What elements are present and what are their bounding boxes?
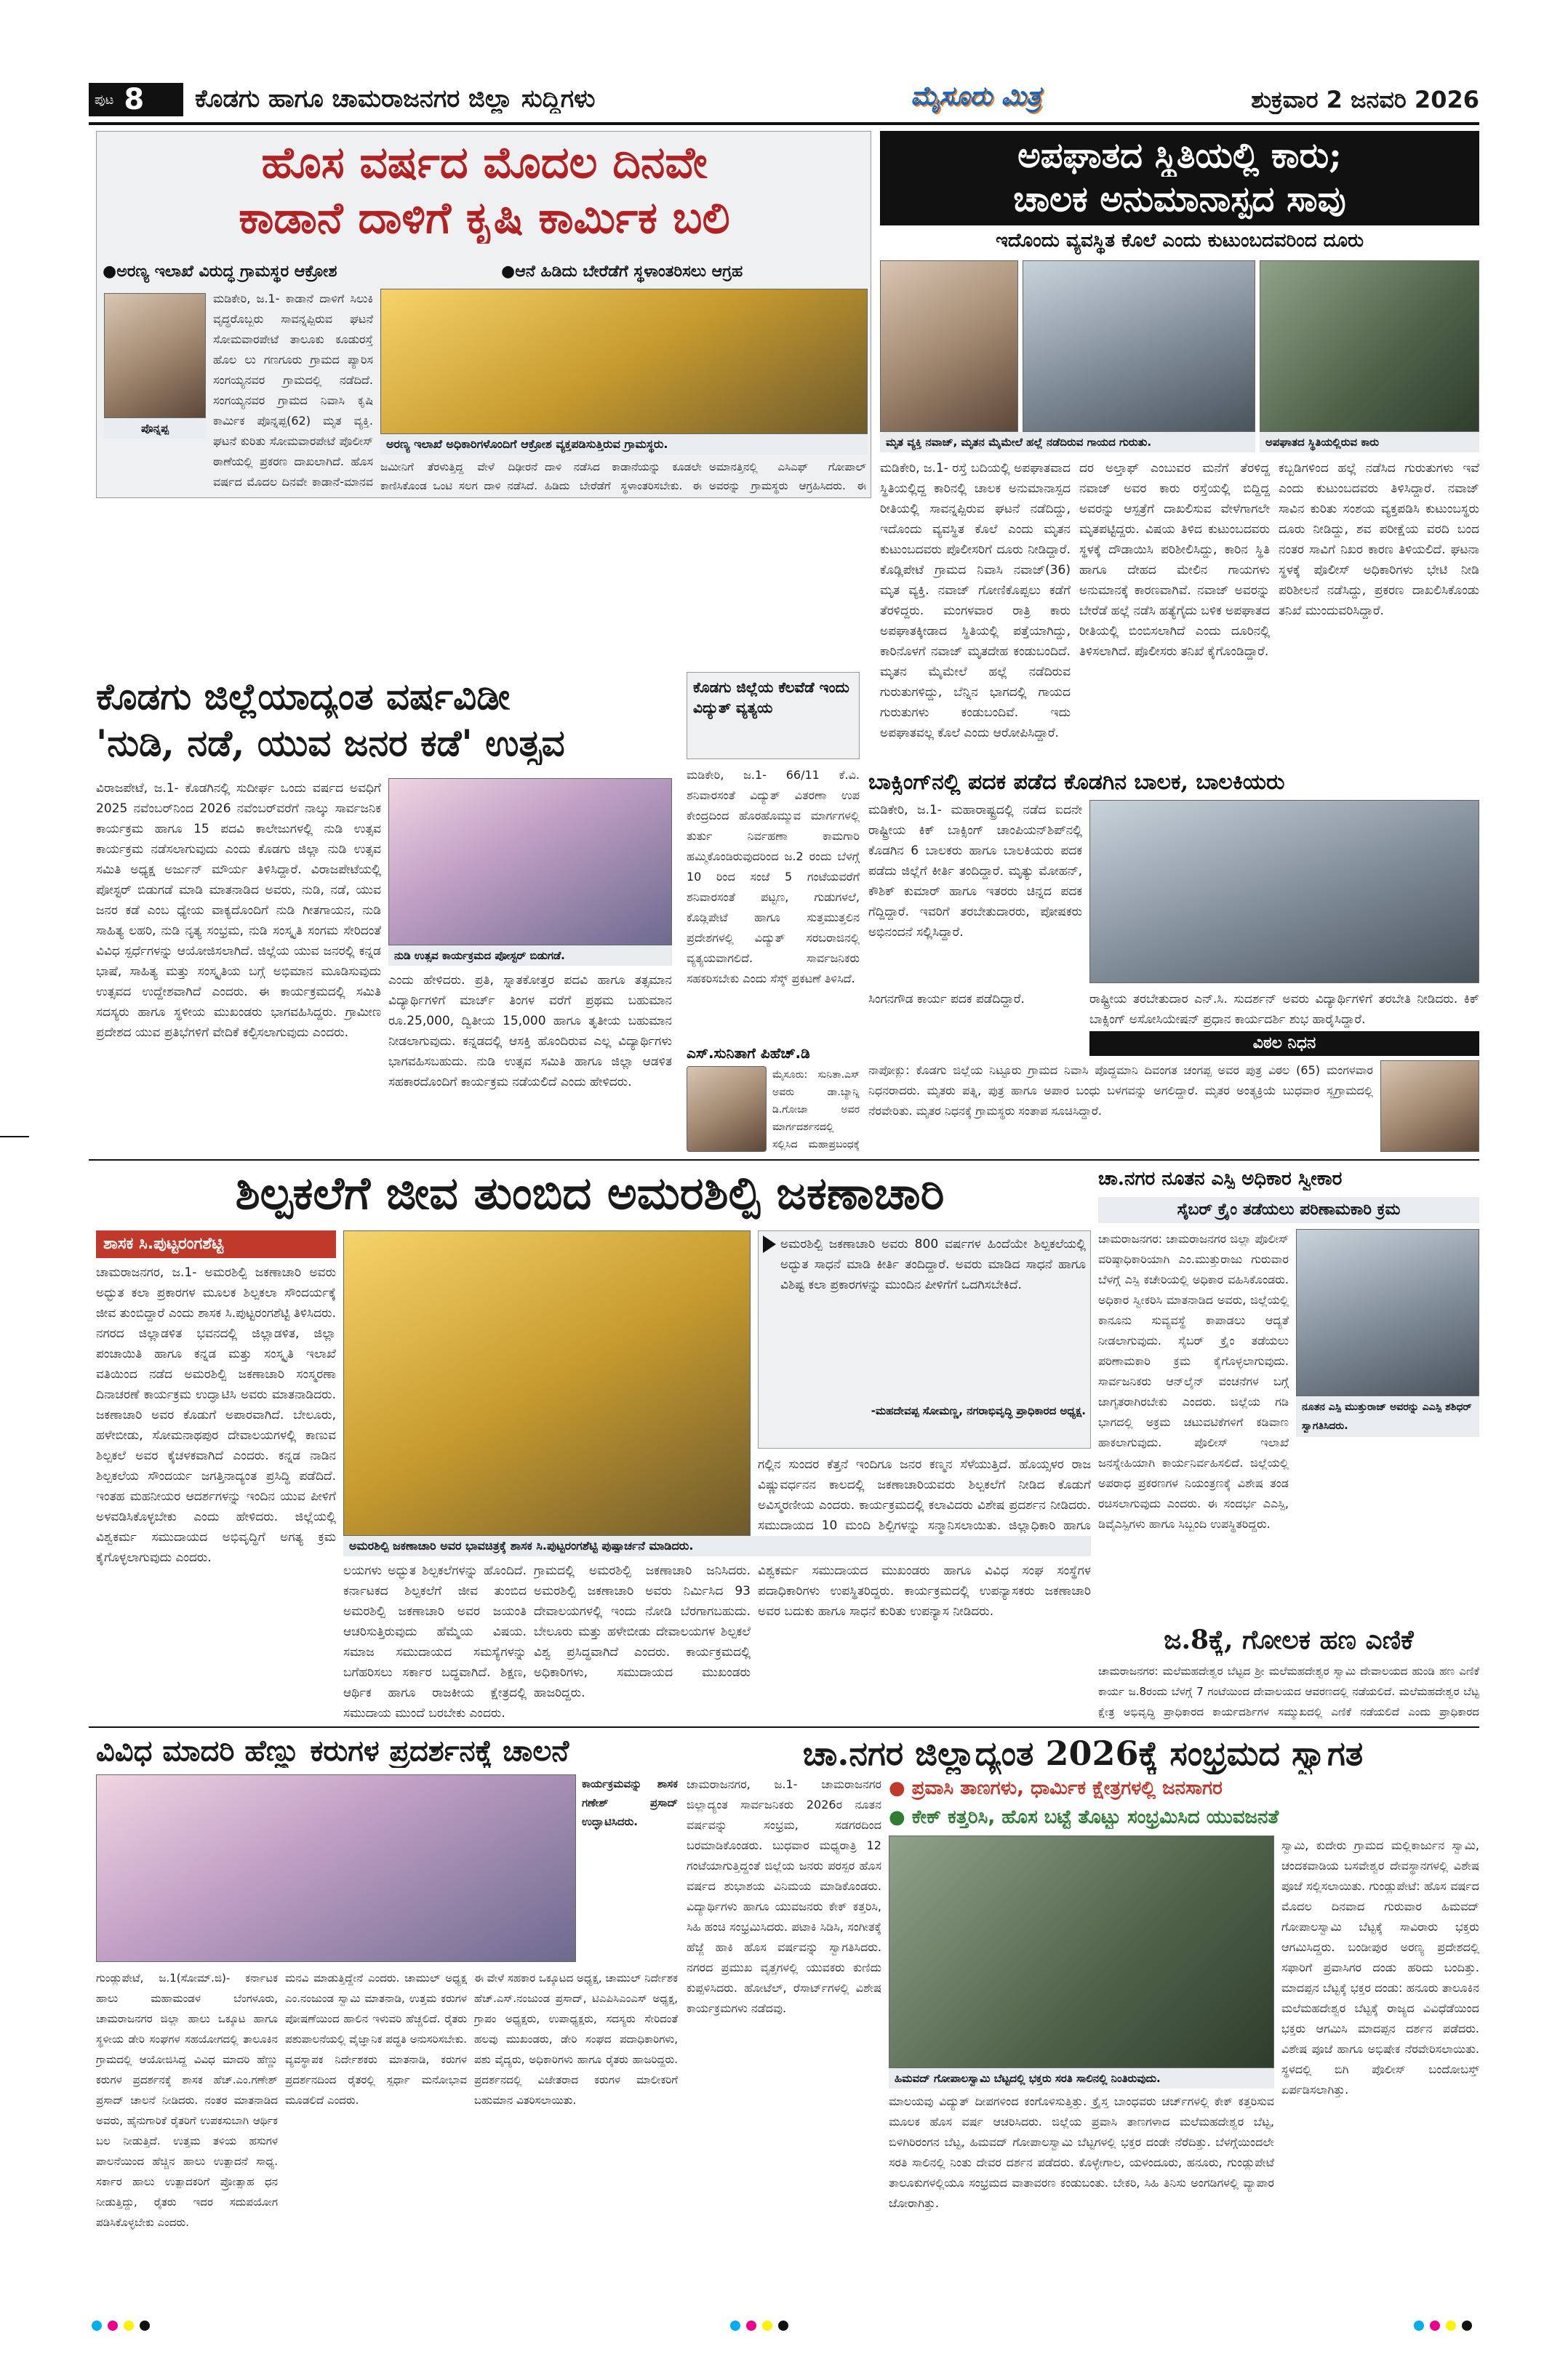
register-dot bbox=[1446, 2321, 1456, 2331]
portrait-caption: ಪೊನ್ನಪ್ಪ bbox=[104, 418, 206, 439]
new-year-subhead-2: ● ಕೇಕ್ ಕತ್ತರಿಸಿ, ಹೊಸ ಬಟ್ಟೆ ತೊಟ್ಟು ಸಂಭ್ರಮಿಸಿದ ಯುವಜನತೆ bbox=[889, 1806, 1279, 1828]
story-text-col2: ಜಮೀನಿಗೆ ತೆರಳುತ್ತಿದ್ದ ವೇಳೆ ದಿಢೀರನೆ ಕಾಣಿಸಿಕೊಂಡ ಒಂಟಿ ಸಲಗ ದಾಳಿ ನಡೆಸಿದೆ. bbox=[380, 460, 537, 492]
boxing-caption: ಸಿಂಗನಗೌಡ ಕಾರ್ಯ ಪದಕ ಪಡೆದಿದ್ದಾರೆ. bbox=[868, 992, 1025, 1006]
sp-text: ಚಾಮರಾಜನಗರ: ಚಾಮರಾಜನಗರ ಜಿಲ್ಲಾ ಪೊಲೀಸ್ ವರಿಷ್ಠಾಧಿಕಾರಿಯಾಗಿ ಎಂ.ಮುತ್ತುರಾಜು ಗುರುವಾರ ಬೆಳಗ್ಗೆ ಎಸ್ಪಿ ಕಚೇರಿಯಲ್ಲಿ ಅಧಿಕಾರ ವಹಿಸಿಕೊಂಡರು. ಅಧಿಕಾರ ಸ್ವೀಕರಿಸಿ ಮಾತನಾಡಿದ ಅವರು, ಜಿಲ್ಲೆಯಲ್ಲಿ ಕಾನೂನು ಸುವ್ಯವಸ್ಥೆ ಕಾಪಾಡಲು ಆದ್ಯತೆ ನೀಡಲಾಗುವುದು. ಸೈಬರ್ ಕ್ರೈಂ ತಡೆಯಲು ಪರಿಣಾಮಕಾರಿ ಕ್ರಮ ಕೈಗೊಳ್ಳಲಾಗುವುದು. ಸಾರ್ವಜನಿಕರು ಆನ್‌ಲೈನ್ ವಂಚನೆಗಳ ಬಗ್ಗೆ ಜಾಗೃತರಾಗಿರಬೇಕು ಎಂದರು. ಜಿಲ್ಲೆಯ ಗಡಿ ಭಾಗದಲ್ಲಿ ಅಕ್ರಮ ಚಟುವಟಿಕೆಗಳಿಗೆ ಕಡಿವಾಣ ಹಾಕಲಾಗುವುದು. ಪೊಲೀಸ್ ಇಲಾಖೆ ಜನಸ್ನೇಹಿಯಾಗಿ ಕಾರ್ಯನಿರ್ವಹಿಸಲಿದೆ. ಜಿಲ್ಲೆಯಲ್ಲಿ ಅಪರಾಧ ಪ್ರಕರಣಗಳ ನಿಯಂತ್ರಣಕ್ಕೆ ವಿಶೇಷ ತಂಡ ರಚಿಸಲಾಗುವುದು ಎಂದರು. ಈ ಸಂದರ್ಭ ಎಎಸ್ಪಿ, ಡಿವೈಎಸ್ಪಿಗಳು ಹಾಗೂ ಸಿಬ್ಬಂದಿ ಉಪಸ್ಥಿತರಿದ್ದರು. bbox=[1098, 1232, 1289, 1531]
masthead-rule bbox=[89, 122, 1479, 125]
margin-tick bbox=[0, 1136, 29, 1137]
story-text-col1: ಮಡಿಕೇರಿ, ಜ.1- ಕಾಡಾನೆ ದಾಳಿಗೆ ಸಿಲುಕಿ ವೃದ್ಧರೊಬ್ಬರು ಸಾವನ್ನಪ್ಪಿರುವ ಘಟನೆ ಸೋಮವಾರಪೇಟೆ ತಾಲೂಕು ಕೂಡುರಸ್ತೆ ಹೊಲ ಲು ಗಣಗೂರು ಗ್ರಾಮದ ಪ್ಯಾರಿಸ ಸಂಗಯ್ಯನವರ ಗ್ರಾಮದಲ್ಲಿ ನಡೆದಿದೆ. ಸಂಗಯ್ಯನವರ ಗ್ರಾಮದ ನಿವಾಸಿ ಕೃಷಿ ಕಾರ್ಮಿಕ ಪೊನ್ನಪ್ಪ(62) ಮೃತ ವ್ಯಕ್ತಿ. ಘಟನೆ ಕುರಿತು ಸೋಮವಾರಪೇಟೆ ಪೊಲೀಸ್ ಠಾಣೆಯಲ್ಲಿ ಪ್ರಕರಣ ದಾಖಲಾಗಿದೆ. ಹೊಸ ವರ್ಷದ ಮೊದಲ ದಿನವೇ ಕಾಡಾನೆ-ಮಾನವ bbox=[213, 292, 373, 489]
register-dot bbox=[1462, 2321, 1472, 2331]
register-dot bbox=[124, 2321, 134, 2331]
hundi-text: ಚಾಮರಾಜನಗರ: ಮಲೆಮಹದೇಶ್ವರ ಬೆಟ್ಟದ ಶ್ರೀ ಮಲೆಮಹದೇಶ್ವರ ಸ್ವಾಮಿ ದೇವಾಲಯದ ಹುಂಡಿ ಹಣ ಎಣಿಕೆ ಕಾರ್ಯ ಜ.8ರಂದು ಬೆಳಗ್ಗೆ 7 ಗಂಟೆಯಿಂದ ದೇವಾಲಯದ ಆವರಣದಲ್ಲಿ ನಡೆಯಲಿದೆ. ಮಲೆಮಹದೇಶ್ವರ ಬೆಟ್ಟ ಕ್ಷೇತ್ರ ಅಭಿವೃದ್ಧಿ ಪ್ರಾಧಿಕಾರದ ಕಾರ್ಯದರ್ಶಿಗಳ ಸಮ್ಮುಖದಲ್ಲಿ ಎಣಿಕೆ ನಡೆಯಲಿದೆ ಎಂದು ಪ್ರಾಧಿಕಾರದ bbox=[1098, 1665, 1479, 1718]
new-year-text-col1: ಚಾಮರಾಜನಗರ, ಜ.1- ಚಾಮರಾಜನಗರ ಜಿಲ್ಲಾದ್ಯಂತ ಸಾರ್ವಜನಿಕರು 2026ರ ನೂತನ ವರ್ಷವನ್ನು ಸಂಭ್ರಮ, ಸಡಗರದಿಂದ ಬರಮಾಡಿಕೊಂಡರು. ಬುಧವಾರ ಮಧ್ಯರಾತ್ರಿ 12 ಗಂಟೆಯಾಗುತ್ತಿದ್ದಂತೆ ಜಿಲ್ಲೆಯ ಜನರು ಪರಸ್ಪರ ಹೊಸ ವರ್ಷದ ಶುಭಾಶಯ ವಿನಿಮಯ ಮಾಡಿಕೊಂಡರು. ವಿದ್ಯಾರ್ಥಿಗಳು ಹಾಗೂ ಯುವಜನರು ಕೇಕ್ ಕತ್ತರಿಸಿ, ಸಿಹಿ ಹಂಚಿ ಸಂಭ್ರಮಿಸಿದರು. ಪಟಾಕಿ ಸಿಡಿಸಿ, ಸಂಗೀತಕ್ಕೆ ಹೆಜ್ಜೆ ಹಾಕಿ ಹೊಸ ವರ್ಷವನ್ನು ಸ್ವಾಗತಿಸಿದರು. ನಗರದ ಪ್ರಮುಖ ವೃತ್ತಗಳಲ್ಲಿ ಯುವಕರು ಕುಣಿದು ಕುಪ್ಪಳಿಸಿದರು. ಹೋಟೆಲ್, ರೆಸಾರ್ಟ್‌ಗಳಲ್ಲಿ ವಿಶೇಷ ಕಾರ್ಯಕ್ರಮಗಳು ನಡೆದವು. bbox=[687, 1777, 881, 2015]
car-photo bbox=[1260, 260, 1479, 432]
nudi-text-col1: ವಿರಾಜಪೇಟೆ, ಜ.1- ಕೊಡಗಿನಲ್ಲಿ ಸುದೀರ್ಘ ಒಂದು ವರ್ಷದ ಅವಧಿಗೆ 2025 ನವೆಂಬರ್‌ನಿಂದ 2026 ನವೆಂಬರ್‌ವರೆಗೆ ನಾಲ್ಕು ಸಾರ್ವಜನಿಕ ಕಾರ್ಯಕ್ರಮ ಹಾಗೂ 15 ಪದವಿ ಕಾಲೇಜುಗಳಲ್ಲಿ ನುಡಿ ಉತ್ಸವ ಕಾರ್ಯಕ್ರಮ ನಡೆಸಲಾಗುವುದು ಎಂದು ಕೊಡಗು ಜಿಲ್ಲಾ ನುಡಿ ಉತ್ಸವ ಸಮಿತಿ ಅಧ್ಯಕ್ಷ ಅರ್ಜುನ್ ಮೌರ್ಯ ತಿಳಿಸಿದ್ದಾರೆ. ವಿರಾಜಪೇಟೆಯಲ್ಲಿ ಪೋಸ್ಟರ್ ಬಿಡುಗಡೆ ಮಾಡಿ ಮಾತನಾಡಿದ ಅವರು, ನುಡಿ, ನಡೆ, ಯುವ ಜನರ ಕಡೆ ಎಂಬ ಧ್ಯೇಯ ವಾಕ್ಯದೊಂದಿಗೆ ನುಡಿ ಗೀತಗಾಯನ, ನುಡಿ ಸಾಹಿತ್ಯ ಲಹರಿ, ನುಡಿ ನೃತ್ಯ ಸಂಭ್ರಮ, ನುಡಿ ಸಂಸ್ಕೃತಿ ಸಂಗಮ ಸೇರಿದಂತೆ ವಿವಿಧ ಸ್ಪರ್ಧೆಗಳನ್ನು ಆಯೋಜಿಸಲಾಗಿದೆ. ಜಿಲ್ಲೆಯ ಯುವ ಜನರಲ್ಲಿ ಕನ್ನಡ ಭಾಷೆ, ಸಾಹಿತ್ಯ ಮತ್ತು ಸಂಸ್ಕೃತಿಯ ಬಗ್ಗೆ ಅಭಿಮಾನ ಮೂಡಿಸುವುದು ಉತ್ಸವದ ಉದ್ದೇಶವಾಗಿದೆ ಎಂದರು. ಈ ಕಾರ್ಯಕ್ರಮದಲ್ಲಿ ಸಮಿತಿ ಸದಸ್ಯರು ಹಾಗೂ ಸ್ಥಳೀಯ ಮುಖಂಡರು ಭಾಗವಹಿಸಿದ್ದರು. ಗ್ರಾಮೀಣ ಪ್ರದೇಶದ ಯುವ ಪ್ರತಿಭೆಗಳಿಗೆ ವೇದಿಕೆ ಕಲ್ಪಿಸಲಾಗುವುದು ಎಂದರು. bbox=[96, 781, 381, 1040]
quote-box bbox=[758, 1230, 1091, 1449]
register-dot bbox=[1414, 2321, 1424, 2331]
page-tag bbox=[89, 83, 183, 116]
jakanachari-text-col3: ಗ್ರಾಮದಲ್ಲಿ ಅಮರಶಿಲ್ಪಿ ಜಕಣಾಚಾರಿ ಜನಿಸಿದರು. ಅಮರಶಿಲ್ಪಿ ಜಕಣಾಚಾರಿ ಅವರು ನಿರ್ಮಿಸಿದ 93 ದೇವಾಲಯಗಳಲ್ಲಿ ಇಂದು ನೋಡಿ ಬೆರಗಾಗಬಹುದು. ಬೇಲೂರು ಮತ್ತು ಹಳೇಬೀಡು ದೇವಾಲಯಗಳ ಶಿಲ್ಪಕಲೆ ವಿಶ್ವ ಪ್ರಸಿದ್ಧವಾಗಿದೆ ಎಂದರು. ಕಾರ್ಯಕ್ರಮದಲ್ಲಿ ಅಧಿಕಾರಿಗಳು, ಸಮುದಾಯದ ಮುಖಂಡರು ಹಾಜರಿದ್ದರು. bbox=[534, 1564, 751, 1700]
boxing-title: ಬಾಕ್ಸಿಂಗ್‌ನಲ್ಲಿ ಪದಕ ಪಡೆದ ಕೊಡಗಿನ ಬಾಲಕ, ಬಾಲಕಿಯರು bbox=[868, 769, 1285, 795]
subhead: ಇದೊಂದು ವ್ಯವಸ್ಥಿತ ಕೊಲೆ ಎಂದು ಕುಟುಂಬದವರಿಂದ ದೂರು bbox=[995, 230, 1364, 252]
nudi-photo-caption: ನುಡಿ ಉತ್ಸವ ಕಾರ್ಯಕ್ರಮದ ಪೋಸ್ಟರ್ ಬಿಡುಗಡೆ. bbox=[388, 945, 672, 966]
calf-show-text-col3: ಈ ವೇಳೆ ಸಹಕಾರ ಒಕ್ಕೂಟದ ಅಧ್ಯಕ್ಷ, ಚಾಮುಲ್ ನಿರ್ದೇಶಕ ಹೆಚ್.ಎಸ್.ನಂಜುಂಡ ಪ್ರಸಾದ್, ಟಿಎಪಿಸಿಎಂಎಸ್ ಅಧ್ಯಕ್ಷ, ಗ್ರಾಪಂ ಅಧ್ಯಕ್ಷರು, ಉಪಾಧ್ಯಕ್ಷರು, ಸದಸ್ಯರು ಸೇರಿದಂತೆ ಹಲವು ಮುಖಂಡರು, ಡೇರಿ ಸಂಘದ ಪದಾಧಿಕಾರಿಗಳು, ಪಶು ವೈದ್ಯರು, ಅಧಿಕಾರಿಗಳು ಹಾಗೂ ರೈತರು ಹಾಜರಿದ್ದರು. ಪ್ರದರ್ಶನದಲ್ಲಿ ವಿಜೇತರಾದ ಕರುಗಳ ಮಾಲೀಕರಿಗೆ ಬಹುಮಾನ ವಿತರಿಸಲಾಯಿತು. bbox=[474, 1971, 678, 2107]
section-title: ಕೊಡಗು ಹಾಗೂ ಚಾಮರಾಜನಗರ ಜಿಲ್ಲಾ ಸುದ್ದಿಗಳು bbox=[195, 84, 596, 113]
jakanachari-photo-caption: ಅಮರಶಿಲ್ಪಿ ಜಕಣಾಚಾರಿ ಅವರ ಭಾವಚಿತ್ರಕ್ಕೆ ಶಾಸಕ ಸಿ.ಪುಟ್ಟರಂಗಶೆಟ್ಟಿ ಪುಷ್ಪಾರ್ಚನೆ ಮಾಡಿದರು. bbox=[343, 1536, 1091, 1556]
boxing-text-col2: ರಾಷ್ಟ್ರೀಯ ತರಬೇತುದಾರ ಎನ್.ಸಿ. ಸುದರ್ಶನ್ ಅವರು ವಿದ್ಯಾರ್ಥಿಗಳಿಗೆ ತರಬೇತಿ ನೀಡಿದರು. ಕಿಕ್ ಬಾಕ್ಸಿಂಗ್ ಅಸೋಸಿಯೇಷನ್ ಪ್ರಧಾನ ಕಾರ್ಯದರ್ಶಿ ಶುಭ ಹಾರೈಸಿದ್ದಾರೆ. bbox=[1089, 992, 1479, 1027]
car-story-text-col2: ದರ ಅಲ್ತಾಫ್ ಎಂಬುವರ ಮನೆಗೆ ತೆರಳಿದ್ದ ನವಾಜ್ ಅವರ ಕಾರು ರಸ್ತೆಯಲ್ಲಿ ಬಿದ್ದಿದ್ದ ಅವರನ್ನು ಆಸ್ಪತ್ರೆಗೆ ದಾಖಲಿಸುವ ವೇಳೆಗಾಗಲೇ ಮೃತಪಟ್ಟಿದ್ದರು. ವಿಷಯ ತಿಳಿದ ಕುಟುಂಬದವರು ಸ್ಥಳಕ್ಕೆ ದೌಡಾಯಿಸಿ ಪರಿಶೀಲಿಸಿದ್ದು, ಕಾರಿನ ಸ್ಥಿತಿ ಹಾಗೂ ದೇಹದ ಮೇಲಿನ ಗಾಯಗಳು ಅನುಮಾನಕ್ಕೆ ಕಾರಣವಾಗಿವೆ. ನವಾಜ್ ಅವರನ್ನು ಬೇರೆಡೆ ಹಲ್ಲೆ ನಡೆಸಿ ಹತ್ಯೆಗೈದು ಬಳಿಕ ಅಪಘಾತದ ರೀತಿಯಲ್ಲಿ ಬಿಂಬಿಸಲಾಗಿದೆ ಎಂದು ದೂರಿನಲ್ಲಿ ತಿಳಿಸಲಾಗಿದೆ. ಪೊಲೀಸರು ತನಿಖೆ ಕೈಗೊಂಡಿದ್ದಾರೆ. bbox=[1079, 461, 1270, 659]
story-elephant-attack bbox=[96, 131, 871, 498]
power-cut-text: ಮಡಿಕೇರಿ, ಜ.1- 66/11 ಕೆ.ವಿ. ಶನಿವಾರಸಂತೆ ವಿದ್ಯುತ್ ವಿತರಣಾ ಉಪ ಕೇಂದ್ರದಿಂದ ಹೊರಹೊಮ್ಮುವ ಮಾರ್ಗಗಳಲ್ಲಿ ತುರ್ತು ನಿರ್ವಹಣಾ ಕಾಮಗಾರಿ ಹಮ್ಮಿಕೊಂಡಿರುವುದರಿಂದ ಜ.2 ರಂದು ಬೆಳಗ್ಗೆ 10 ರಿಂದ ಸಂಜೆ 5 ಗಂಟೆಯವರೆಗೆ ಶನಿವಾರಸಂತೆ ಪಟ್ಟಣ, ಗುಡುಗಳಲೆ, ಕೊಡ್ಲಿಪೇಟೆ ಹಾಗೂ ಸುತ್ತಮುತ್ತಲಿನ ಪ್ರದೇಶಗಳಲ್ಲಿ ವಿದ್ಯುತ್ ಸರಬರಾಜಿನಲ್ಲಿ ವ್ಯತ್ಯಯವಾಗಲಿದೆ. ಸಾರ್ವಜನಿಕರು ಸಹಕರಿಸಬೇಕು ಎಂದು ಸೆಸ್ಕ್ ಪ್ರಕಟಣೆ ತಿಳಿಸಿದೆ. bbox=[687, 768, 860, 985]
quote-text: ಅಮರಶಿಲ್ಪಿ ಜಕಣಾಚಾರಿ ಅವರು 800 ವರ್ಷಗಳ ಹಿಂದೆಯೇ ಶಿಲ್ಪಕಲೆಯಲ್ಲಿ ಅದ್ಭುತ ಸಾಧನೆ ಮಾಡಿ ಕೀರ್ತಿ ತಂದಿದ್ದಾರೆ. ಅವರು ಮಾಡಿದ ಸಾಧನೆ ಹಾಗೂ ವಿಶಿಷ್ಟ ಕಲಾ ಪ್ರಕಾರಗಳನ್ನು ಮುಂದಿನ ಪೀಳಿಗೆಗೆ ಒದಗಿಸಬೇಕಿದೆ. bbox=[780, 1237, 1086, 1292]
obituary-title: ವಿಠಲ ನಿಧನ bbox=[1089, 1031, 1479, 1056]
nudi-photo bbox=[388, 778, 672, 945]
calf-show-photo bbox=[96, 1774, 576, 1962]
car-story-text-col1: ಮಡಿಕೇರಿ, ಜ.1- ರಸ್ತೆ ಬದಿಯಲ್ಲಿ ಅಪಘಾತವಾದ ಸ್ಥಿತಿಯಲ್ಲಿದ್ದ ಕಾರಿನಲ್ಲಿ ಚಾಲಕ ಅನುಮಾನಾಸ್ಪದ ರೀತಿಯಲ್ಲಿ ಸಾವನ್ನಪ್ಪಿರುವ ಘಟನೆ ನಡೆದಿದ್ದು, ಇದೊಂದು ವ್ಯವಸ್ಥಿತ ಕೊಲೆ ಎಂದು ಮೃತನ ಕುಟುಂಬದವರು ಪೊಲೀಸರಿಗೆ ದೂರು ನೀಡಿದ್ದಾರೆ. ಕೊಡ್ಲಿಪೇಟೆ ಗ್ರಾಮದ ನಿವಾಸಿ ನವಾಜ್(36) ಮೃತ ವ್ಯಕ್ತಿ. ನವಾಜ್ ಗೋಣಿಕೊಪ್ಪಲು ಕಡೆಗೆ ತೆರಳಿದ್ದರು. ಮಂಗಳವಾರ ರಾತ್ರಿ ಕಾರು ಅಪಘಾತಕ್ಕೀಡಾದ ಸ್ಥಿತಿಯಲ್ಲಿ ಪತ್ತೆಯಾಗಿದ್ದು, ಕಾರಿನೊಳಗೆ ನವಾಜ್ ಮೃತದೇಹ ಕಂಡುಬಂದಿದೆ. ಮೃತನ ಮೈಮೇಲೆ ಹಲ್ಲೆ ನಡೆದಿರುವ ಗುರುತುಗಳಿದ್ದು, ಬೆನ್ನಿನ ಭಾಗದಲ್ಲಿ ಗಾಯದ ಗುರುತುಗಳು ಕಂಡುಬಂದಿವೆ. ಇದು ಅಪಘಾತವಲ್ಲ ಕೊಲೆ ಎಂದು ಆರೋಪಿಸಿದ್ದಾರೆ. bbox=[880, 461, 1071, 740]
paper-logo: ಮೈಸೂರು ಮಿತ್ರ bbox=[911, 81, 1041, 111]
headline-line2: 'ನುಡಿ, ನಡೆ, ಯುವ ಜನರ ಕಡೆ' ಉತ್ಸವ bbox=[96, 721, 565, 764]
story-text-col3: ದಾಳಿ ನಡೆಸಿದ ಕಾಡಾನೆಯನ್ನು ಕೂಡಲೇ ಹಿಡಿದು ಬೇರೆಡೆಗೆ ಸ್ಥಳಾಂತರಿಸಬೇಕು. ಈ bbox=[545, 460, 702, 492]
calf-show-title: ವಿವಿಧ ಮಾದರಿ ಹೆಣ್ಣು ಕರುಗಳ ಪ್ರದರ್ಶನಕ್ಕೆ ಚಾಲನೆ bbox=[96, 1734, 569, 1768]
new-year-text-col3: ಸ್ವಾಮಿ, ಕುದೇರು ಗ್ರಾಮದ ಮಲ್ಲಿಕಾರ್ಜುನ ಸ್ವಾಮಿ, ಚಂದಕವಾಡಿಯ ಬಸವೇಶ್ವರ ದೇವಸ್ಥಾನಗಳಲ್ಲಿ ವಿಶೇಷ ಪೂಜೆ ಸಲ್ಲಿಸಲಾಯಿತು. ಗುಂಡ್ಲುಪೇಟೆ: ಹೊಸ ವರ್ಷದ ಮೊದಲ ದಿನವಾದ ಗುರುವಾರ ಹಿಮವದ್ ಗೋಪಾಲಸ್ವಾಮಿ ಬೆಟ್ಟಕ್ಕೆ ಸಾವಿರಾರು ಭಕ್ತರು ಆಗಮಿಸಿದ್ದರು. ಬಂಡೀಪುರ ಅರಣ್ಯ ಪ್ರದೇಶದಲ್ಲಿ ಸಫಾರಿಗೆ ಪ್ರವಾಸಿಗರ ದಂಡು ಹರಿದು ಬಂದಿತ್ತು. ಮಾದಪ್ಪನ ಬೆಟ್ಟಕ್ಕೆ ಭಕ್ತರ ದಂಡು: ಹನೂರು ತಾಲೂಕಿನ ಮಲೆಮಹದೇಶ್ವರ ಬೆಟ್ಟಕ್ಕೆ ರಾಜ್ಯದ ವಿವಿಧೆಡೆಯಿಂದ ಭಕ್ತರು ಆಗಮಿಸಿ ಮಾದಪ್ಪನ ದರ್ಶನ ಪಡೆದರು. ವಿಶೇಷ ಪೂಜೆ ಹಾಗೂ ಅಭಿಷೇಕ ನೆರವೇರಿಸಲಾಯಿತು. ಸ್ಥಳದಲ್ಲಿ ಬಿಗಿ ಪೊಲೀಸ್ ಬಂದೋಬಸ್ತ್ ಏರ್ಪಡಿಸಲಾಗಿತ್ತು. bbox=[1281, 1838, 1479, 2097]
jakanachari-photo bbox=[343, 1230, 751, 1536]
victim-photo-caption: ಮೃತ ವ್ಯಕ್ತಿ ನವಾಜ್, ಮೃತನ ಮೈಮೇಲೆ ಹಲ್ಲೆ ನಡೆದಿರುವ ಗಾಯದ ಗುರುತು. bbox=[880, 432, 1255, 452]
register-dot bbox=[746, 2321, 756, 2331]
calf-show-text-col1: ಗುಂಡ್ಲುಪೇಟೆ, ಜ.1(ಸೋಮ್.ಜಿ)- ಕರ್ನಾಟಕ ಹಾಲು ಮಹಾಮಂಡಳ ಬೆಂಗಳೂರು, ಚಾಮರಾಜನಗರ ಜಿಲ್ಲಾ ಹಾಲು ಒಕ್ಕೂಟ ಹಾಗೂ ಸ್ಥಳೀಯ ಡೇರಿ ಸಂಘಗಳ ಸಹಯೋಗದಲ್ಲಿ ತಾಲೂಕಿನ ಗ್ರಾಮದಲ್ಲಿ ಆಯೋಜಿಸಿದ್ದ ವಿವಿಧ ಮಾದರಿ ಹೆಣ್ಣು ಕರುಗಳ ಪ್ರದರ್ಶನಕ್ಕೆ ಶಾಸಕ ಹೆಚ್.ಎಂ.ಗಣೇಶ್ ಪ್ರಸಾದ್ ಚಾಲನೆ ನೀಡಿದರು. ನಂತರ ಮಾತನಾಡಿದ ಅವರು, ಹೈನುಗಾರಿಕೆ ರೈತರಿಗೆ ಉಪಕಸುಬಾಗಿ ಆರ್ಥಿಕ ಬಲ ನೀಡುತ್ತಿದೆ. ಉತ್ತಮ ತಳಿಯ ಹಸುಗಳ ಪಾಲನೆಯಿಂದ ಹೆಚ್ಚಿನ ಹಾಲು ಉತ್ಪಾದನೆ ಸಾಧ್ಯ. ಸರ್ಕಾರ ಹಾಲು ಉತ್ಪಾದಕರಿಗೆ ಪ್ರೋತ್ಸಾಹ ಧನ ನೀಡುತ್ತಿದ್ದು, ರೈತರು ಇದರ ಸದುಪಯೋಗ ಪಡಿಸಿಕೊಳ್ಳಬೇಕು ಎಂದರು. bbox=[96, 1971, 278, 2229]
new-year-photo bbox=[889, 1835, 1274, 2068]
new-year-title: ಚಾ.ನಗರ ಜಿಲ್ಲಾದ್ಯಂತ 2026ಕ್ಕೆ ಸಂಭ್ರಮದ ಸ್ವಾಗತ bbox=[802, 1734, 1364, 1773]
obituary-portrait bbox=[1380, 1060, 1479, 1152]
car-story-text-col3: ಕಬ್ಬಡಿಗಳಿಂದ ಹಲ್ಲೆ ನಡೆಸಿದ ಗುರುತುಗಳು ಇವೆ ಎಂದು ಕುಟುಂಬದವರು ತಿಳಿಸಿದ್ದಾರೆ. ನವಾಜ್ ಸಾವಿನ ಕುರಿತು ಸಂಶಯ ವ್ಯಕ್ತಪಡಿಸಿ ಕುಟುಂಬಸ್ಥರು ದೂರು ನೀಡಿದ್ದು, ಶವ ಪರೀಕ್ಷೆಯ ವರದಿ ಬಂದ ನಂತರ ಸಾವಿಗೆ ನಿಖರ ಕಾರಣ ತಿಳಿಯಲಿದೆ. ಘಟನಾ ಸ್ಥಳಕ್ಕೆ ಪೊಲೀಸ್ ಅಧಿಕಾರಿಗಳು ಭೇಟಿ ನೀಡಿ ಪರಿಶೀಲನೆ ನಡೆಸಿದ್ದು, ಪ್ರಕರಣ ದಾಖಲಿಸಿಕೊಂಡು ತನಿಖೆ ಮುಂದುವರಿಸಿದ್ದಾರೆ. bbox=[1279, 461, 1479, 618]
boxing-photo bbox=[1089, 800, 1479, 983]
power-cut-title: ಕೊಡಗು ಜಿಲ್ಲೆಯ ಕೆಲವೆಡೆ ಇಂದು ವಿದ್ಯುತ್ ವ್ಯತ್ಯಯ bbox=[693, 678, 849, 716]
nudi-text-col2: ಎಂದು ಹೇಳಿದರು. ಪ್ರತಿ, ಸ್ನಾತಕೋತ್ತರ ಪದವಿ ಹಾಗೂ ತತ್ಸಮಾನ ವಿದ್ಯಾರ್ಥಿಗಳಿಗೆ ಮಾರ್ಚ್ ತಿಂಗಳ ವರೆಗೆ ಪ್ರಥಮ ಬಹುಮಾನ ರೂ.25,000, ದ್ವಿತೀಯ 15,000 ಹಾಗೂ ತೃತೀಯ ಬಹುಮಾನ ನೀಡಲಾಗುವುದು. ಕನ್ನಡದಲ್ಲಿ ಆಸಕ್ತಿ ಹೊಂದಿರುವ ಎಲ್ಲ ವಿದ್ಯಾರ್ಥಿಗಳು ಭಾಗವಹಿಸಬಹುದು. ನುಡಿ ಉತ್ಸವ ಸಮಿತಿ ಹಾಗೂ ಜಿಲ್ಲಾ ಆಡಳಿತ ಸಹಕಾರದೊಂದಿಗೆ ಕಾರ್ಯಕ್ರಮ ನಡೆಯಲಿದೆ ಎಂದು ಹೇಳಿದರು. bbox=[388, 973, 672, 1089]
calf-show-side-caption: ಕಾರ್ಯಕ್ರಮವನ್ನು ಶಾಸಕ ಗಣೇಶ್ ಪ್ರಸಾದ್ ಉದ್ಘಾಟಿಸಿದರು. bbox=[582, 1777, 678, 1828]
headline-line2: ಕಾಡಾನೆ ದಾಳಿಗೆ ಕೃಷಿ ಕಾರ್ಮಿಕ ಬಲಿ bbox=[239, 193, 730, 244]
subhead-1: ●ಅರಣ್ಯ ಇಲಾಖೆ ವಿರುದ್ಧ ಗ್ರಾಮಸ್ಥರ ಆಕ್ರೋಶ bbox=[103, 263, 337, 281]
register-dot bbox=[778, 2321, 788, 2331]
register-marks-left bbox=[89, 2320, 153, 2334]
hundi-title: ಜ.8ಕ್ಕೆ, ಗೋಲಕ ಹಣ ಎಣಿಕೆ bbox=[1164, 1625, 1414, 1655]
page-number: 8 bbox=[124, 83, 145, 116]
headline-line1: ಹೊಸ ವರ್ಷದ ಮೊದಲ ದಿನವೇ bbox=[261, 137, 708, 188]
divider bbox=[89, 1159, 1479, 1161]
jakanachari-text-col2: ಲಯಗಳು ಅದ್ಭುತ ಶಿಲ್ಪಕಲೆಗಳನ್ನು ಹೊಂದಿದೆ. ಕರ್ನಾಟಕದ ಶಿಲ್ಪಕಲೆಗೆ ಜೀವ ತುಂಬಿದ ಅಮರಶಿಲ್ಪಿ ಜಕಣಾಚಾರಿ ಅವರ ಜಯಂತಿ ಆಚರಿಸುತ್ತಿರುವುದು ಹೆಮ್ಮೆಯ ವಿಷಯ. ಸಮಾಜ ಸಮುದಾಯದ ಸಮಸ್ಯೆಗಳನ್ನು ಬಗೆಹರಿಸಲು ಸರ್ಕಾರ ಬದ್ಧವಾಗಿದೆ. ಶಿಕ್ಷಣ, ಆರ್ಥಿಕ ಹಾಗೂ ರಾಜಕೀಯ ಕ್ಷೇತ್ರದಲ್ಲಿ ಸಮುದಾಯ ಮುಂದೆ ಬರಬೇಕು ಎಂದರು. bbox=[343, 1564, 527, 1721]
story-car-death bbox=[880, 131, 1479, 498]
victim-face-photo bbox=[880, 260, 1018, 432]
quote-attribution: -ಮಹದೇವಪ್ಪ ಸೋಮಣ್ಣ, ನಗರಾಭಿವೃದ್ಧಿ ಪ್ರಾಧಿಕಾರದ ಅಧ್ಯಕ್ಷ. bbox=[871, 1404, 1086, 1417]
issue-date: ಶುಕ್ರವಾರ 2 ಜನವರಿ 2026 bbox=[1251, 86, 1479, 113]
sp-title: ಚಾ.ನಗರ ನೂತನ ಎಸ್ಪಿ ಅಧಿಕಾರ ಸ್ವೀಕಾರ bbox=[1098, 1168, 1343, 1190]
divider-2 bbox=[89, 1726, 1479, 1728]
jakanachari-text-col5: ವಿಶ್ವಕರ್ಮ ಸಮುದಾಯದ ಮುಖಂಡರು ಹಾಗೂ ವಿವಿಧ ಸಂಘ ಸಂಸ್ಥೆಗಳ ಪದಾಧಿಕಾರಿಗಳು ಉಪಸ್ಥಿತರಿದ್ದರು. ಕಾರ್ಯಕ್ರಮದಲ್ಲಿ ಉಪನ್ಯಾಸಕರು ಜಕಣಾಚಾರಿ ಅವರ ಬದುಕು ಹಾಗೂ ಸಾಧನೆ ಕುರಿತು ಉಪನ್ಯಾಸ ನೀಡಿದರು. bbox=[758, 1564, 1091, 1619]
register-dot bbox=[108, 2321, 118, 2331]
register-dot bbox=[730, 2321, 740, 2331]
jakanachari-headline: ಶಿಲ್ಪಕಲೆಗೆ ಜೀವ ತುಂಬಿದ ಅಮರಶಿಲ್ಪಿ ಜಕಣಾಚಾರಿ bbox=[235, 1166, 945, 1220]
portrait-photo bbox=[104, 293, 206, 418]
quote-icon bbox=[763, 1236, 776, 1253]
story-text-col4: ಅಮಾನತ್ತಿನಲ್ಲಿ ಎಸಿಎಫ್ ಗೋಪಾಲ್ ಅವರನ್ನು ಗ್ರಾಮಸ್ಥರು ಆಗ್ರಹಿಸಿದರು. ಈ bbox=[709, 460, 866, 492]
register-marks-right bbox=[1411, 2320, 1475, 2334]
protest-photo-caption: ಅರಣ್ಯ ಇಲಾಖೆ ಅಧಿಕಾರಿಗಳೊಂದಿಗೆ ಆಕ್ರೋಶ ವ್ಯಕ್ತಪಡಿಸುತ್ತಿರುವ ಗ್ರಾಮಸ್ಥರು. bbox=[380, 434, 868, 455]
boxing-text-col1: ಮಡಿಕೇರಿ, ಜ.1- ಮಹಾರಾಷ್ಟ್ರದಲ್ಲಿ ನಡೆದ ಐದನೇ ರಾಷ್ಟ್ರೀಯ ಕಿಕ್ ಬಾಕ್ಸಿಂಗ್ ಚಾಂಪಿಯನ್‌ಶಿಪ್‌ನಲ್ಲಿ ಕೊಡಗಿನ 6 ಬಾಲಕರು ಹಾಗೂ ಬಾಲಕಿಯರು ಪದಕ ಪಡೆದು ಜಿಲ್ಲೆಗೆ ಕೀರ್ತಿ ತಂದಿದ್ದಾರೆ. ಮೃತ್ಯು ಮೋಹನ್, ಕೌಶಿಕ್ ಕುಮಾರ್ ಹಾಗೂ ಇತರರು ಚಿನ್ನದ ಪದಕ ಗೆದ್ದಿದ್ದಾರೆ. ಇವರಿಗೆ ತರಬೇತುದಾರರು, ಪೋಷಕರು ಅಭಿನಂದನೆ ಸಲ್ಲಿಸಿದ್ದಾರೆ. bbox=[868, 803, 1082, 940]
phd-portrait bbox=[687, 1066, 767, 1152]
masthead bbox=[89, 80, 1479, 121]
new-year-subhead-1: ● ಪ್ರವಾಸಿ ತಾಣಗಳು, ಧಾರ್ಮಿಕ ಕ್ಷೇತ್ರಗಳಲ್ಲಿ ಜನಸಾಗರ bbox=[889, 1777, 1223, 1799]
new-year-text-col2: ಮಾಲಯವು ವಿದ್ಯುತ್ ದೀಪಗಳಿಂದ ಕಂಗೊಳಿಸುತ್ತಿತ್ತು. ಕ್ರೈಸ್ತ ಬಾಂಧವರು ಚರ್ಚ್‌ಗಳಲ್ಲಿ ಕೇಕ್ ಕತ್ತರಿಸುವ ಮೂಲಕ ಹೊಸ ವರ್ಷ ಆಚರಿಸಿದರು. ಜಿಲ್ಲೆಯ ಪ್ರವಾಸಿ ತಾಣಗಳಾದ ಮಲೆಮಹದೇಶ್ವರ ಬೆಟ್ಟ, ಬಿಳಿಗಿರಿರಂಗನ ಬೆಟ್ಟ, ಹಿಮವದ್ ಗೋಪಾಲಸ್ವಾಮಿ ಬೆಟ್ಟಗಳಲ್ಲಿ ಭಕ್ತರ ದಂಡೇ ನೆರೆದಿತ್ತು. ಬೆಳಗ್ಗೆಯಿಂದಲೇ ಸರತಿ ಸಾಲಿನಲ್ಲಿ ನಿಂತು ದೇವರ ದರ್ಶನ ಪಡೆದರು. ಕೊಳ್ಳೇಗಾಲ, ಯಳಂದೂರು, ಹನೂರು, ಗುಂಡ್ಲುಪೇಟೆ ತಾಲೂಕುಗಳಲ್ಲಿಯೂ ಸಂಭ್ರಮದ ವಾತಾವರಣ ಕಂಡುಬಂತು. ಬೇಕರಿ, ಸಿಹಿ ತಿನಿಸು ಅಂಗಡಿಗಳಲ್ಲಿ ವ್ಯಾಪಾರ ಜೋರಾಗಿತ್ತು. bbox=[889, 2094, 1274, 2210]
power-cut-box bbox=[687, 672, 860, 759]
register-dot bbox=[92, 2321, 102, 2331]
calf-show-text-col2: ಮನವಿ ಮಾಡುತ್ತಿದ್ದೇನೆ ಎಂದರು. ಚಾಮುಲ್ ಅಧ್ಯಕ್ಷ ಎಂ.ನಂಜುಂಡ ಸ್ವಾಮಿ ಮಾತನಾಡಿ, ಉತ್ತಮ ಕರುಗಳ ಪೋಷಣೆಯಿಂದ ಹಾಲಿನ ಇಳುವರಿ ಹೆಚ್ಚಲಿದೆ. ರೈತರು ಪಶುಪಾಲನೆಯಲ್ಲಿ ವೈಜ್ಞಾನಿಕ ಪದ್ಧತಿ ಅನುಸರಿಸಬೇಕು. ವ್ಯವಸ್ಥಾಪಕ ನಿರ್ದೇಶಕರು ಮಾತನಾಡಿ, ಕರುಗಳ ಪ್ರದರ್ಶನದಿಂದ ರೈತರಲ್ಲಿ ಸ್ಪರ್ಧಾ ಮನೋಭಾವ ಮೂಡಲಿದೆ ಎಂದರು. bbox=[285, 1971, 467, 2107]
jakanachari-text-col1: ಚಾಮರಾಜನಗರ, ಜ.1- ಅಮರಶಿಲ್ಪಿ ಜಕಣಾಚಾರಿ ಅವರು ಅದ್ಭುತ ಕಲಾ ಪ್ರಕಾರಗಳ ಮೂಲಕ ಶಿಲ್ಪಕಲಾ ಸೌಂದರ್ಯಕ್ಕೆ ಜೀವ ತುಂಬಿದ್ದಾರೆ ಎಂದು ಶಾಸಕ ಸಿ.ಪುಟ್ಟರಂಗಶೆಟ್ಟಿ ತಿಳಿಸಿದರು. ನಗರದ ಜಿಲ್ಲಾಡಳಿತ ಭವನದಲ್ಲಿ ಜಿಲ್ಲಾಡಳಿತ, ಜಿಲ್ಲಾ ಪಂಚಾಯಿತಿ ಹಾಗೂ ಕನ್ನಡ ಮತ್ತು ಸಂಸ್ಕೃತಿ ಇಲಾಖೆ ವತಿಯಿಂದ ನಡೆದ ಅಮರಶಿಲ್ಪಿ ಜಕಣಾಚಾರಿ ಸಂಸ್ಮರಣಾ ದಿನಾಚರಣೆ ಕಾರ್ಯಕ್ರಮ ಉದ್ಘಾಟಿಸಿ ಅವರು ಮಾತನಾಡಿದರು. ಜಕಣಾಚಾರಿ ಅವರ ಕೊಡುಗೆ ಅಪಾರವಾಗಿದೆ. ಬೇಲೂರು, ಹಳೇಬೀಡು, ಸೋಮನಾಥಪುರ ದೇವಾಲಯಗಳಲ್ಲಿ ಕಾಣುವ ಶಿಲ್ಪಕಲೆ ಅವರ ಕೈಚಳಕವಾಗಿದೆ ಎಂದರು. ಕನ್ನಡ ನಾಡಿನ ಶಿಲ್ಪಕಲೆಯ ಸೌಂದರ್ಯ ಜಗತ್ತಿನಾದ್ಯಂತ ಪ್ರಸಿದ್ಧಿ ಪಡೆದಿದೆ. ಇಂತಹ ಮಹನೀಯರ ಆದರ್ಶಗಳನ್ನು ಇಂದಿನ ಯುವ ಪೀಳಿಗೆ ಅಳವಡಿಸಿಕೊಳ್ಳಬೇಕು ಎಂದು ಹೇಳಿದರು. ಜಿಲ್ಲೆಯಲ್ಲಿ ವಿಶ್ವಕರ್ಮ ಸಮುದಾಯದ ಅಭಿವೃದ್ಧಿಗೆ ಅಗತ್ಯ ಕ್ರಮ ಕೈಗೊಳ್ಳಲಾಗುವುದು ಎಂದರು. bbox=[96, 1265, 336, 1565]
headline-line2: ಚಾಲಕ ಅನುಮಾನಾಸ್ಪದ ಸಾವು bbox=[1013, 179, 1346, 220]
injury-photo bbox=[1023, 260, 1255, 432]
headline-line1: ಕೊಡಗು ಜಿಲ್ಲೆಯಾದ್ಯಂತ ವರ್ಷವಿಡೀ bbox=[96, 675, 511, 718]
jakanachari-text-col4: ಗಲ್ಲಿನ ಸುಂದರ ಕೆತ್ತನೆ ಇಂದಿಗೂ ಜನರ ಕಣ್ಮನ ಸೆಳೆಯುತ್ತಿದೆ. ಹೊಯ್ಸಳರ ರಾಜ ವಿಷ್ಣುವರ್ಧನನ ಕಾಲದಲ್ಲಿ ಜಕಣಾಚಾರಿಯವರು ಶಿಲ್ಪಕಲೆಗೆ ನೀಡಿದ ಕೊಡುಗೆ ಅವಿಸ್ಮರಣೀಯ ಎಂದರು. ಕಾರ್ಯಕ್ರಮದಲ್ಲಿ ಕಲಾವಿದರು ವಿಶೇಷ ಪ್ರದರ್ಶನ ನೀಡಿದರು. ಸಮುದಾಯದ 10 ಮಂದಿ ಶಿಲ್ಪಿಗಳನ್ನು ಸನ್ಮಾನಿಸಲಾಯಿತು. ಜಿಲ್ಲಾಧಿಕಾರಿ ಹಾಗೂ bbox=[758, 1457, 1091, 1533]
register-dot bbox=[140, 2321, 150, 2331]
register-dot bbox=[762, 2321, 772, 2331]
register-marks-center bbox=[727, 2320, 791, 2334]
subhead-2: ●ಆನೆ ಹಿಡಿದು ಬೇರೆಡೆಗೆ ಸ್ಥಳಾಂತರಿಸಲು ಆಗ್ರಹ bbox=[501, 263, 743, 281]
jakanachari-kicker: ಶಾಸಕ ಸಿ.ಪುಟ್ಟರಂಗಶೆಟ್ಟಿ bbox=[96, 1230, 336, 1258]
phd-text: ಮೈಸೂರು: ಸುನಿತಾ.ಎಸ್ ಅವರು ಡಾ.ಬ್ಯಾನ್ನಿ ಡಿ.ಗೋಜಾ ಅವರ ಮಾರ್ಗದರ್ಶನದಲ್ಲಿ ಸಲ್ಲಿಸಿದ ಮಹಾಪ್ರಬಂಧಕ್ಕೆ bbox=[772, 1069, 860, 1150]
page-prefix: ಪುಟ bbox=[95, 92, 114, 108]
car-photo-caption: ಅಪಘಾತದ ಸ್ಥಿತಿಯಲ್ಲಿರುವ ಕಾರು bbox=[1260, 432, 1479, 452]
sp-photo bbox=[1296, 1229, 1479, 1396]
new-year-photo-caption: ಹಿಮವದ್ ಗೋಪಾಲಸ್ವಾಮಿ ಬೆಟ್ಟದಲ್ಲಿ ಭಕ್ತರು ಸರತಿ ಸಾಲಿನಲ್ಲಿ ನಿಂತಿರುವುದು. bbox=[889, 2068, 1274, 2089]
sp-photo-caption: ನೂತನ ಎಸ್ಪಿ ಮುತ್ತುರಾಜ್ ಅವರನ್ನು ಎಎಸ್ಪಿ ಶಶಿಧರ್ ಸ್ವಾಗತಿಸಿದರು. bbox=[1296, 1396, 1479, 1437]
register-dot bbox=[1430, 2321, 1440, 2331]
sp-subhead: ಸೈಬರ್ ಕ್ರೈಂ ತಡೆಯಲು ಪರಿಣಾಮಕಾರಿ ಕ್ರಮ bbox=[1098, 1197, 1479, 1223]
obituary-text: ನಾಪೋಕ್ಲು: ಕೊಡಗು ಜಿಲ್ಲೆಯ ನಿಟ್ಟೂರು ಗ್ರಾಮದ ನಿವಾಸಿ ಪೊದ್ದಮಾನಿ ದಿವಂಗತ ಚಂಗಪ್ಪ ಅವರ ಪುತ್ರ ವಿಠಲ (65) ಮಂಗಳವಾರ ನಿಧನರಾದರು. ಮೃತರು ಪತ್ನಿ, ಪುತ್ರ ಹಾಗೂ ಅಪಾರ ಬಂಧು ಬಳಗವನ್ನು ಅಗಲಿದ್ದಾರೆ. ಮೃತರ ಅಂತ್ಯಕ್ರಿಯೆ ಬುಧವಾರ ಸ್ವಗ್ರಾಮದಲ್ಲಿ ನೆರವೇರಿತು. ಮೃತರ ನಿಧನಕ್ಕೆ ಗ್ರಾಮಸ್ಥರು ಸಂತಾಪ ಸೂಚಿಸಿದ್ದಾರೆ. bbox=[868, 1063, 1373, 1118]
protest-photo bbox=[380, 289, 868, 434]
phd-title: ಎಸ್.ಸುನಿತಾಗೆ ಪಿಹೆಚ್.ಡಿ bbox=[687, 1044, 810, 1062]
headline-line1: ಅಪಘಾತದ ಸ್ಥಿತಿಯಲ್ಲಿ ಕಾರು; bbox=[1017, 135, 1342, 176]
headline-box bbox=[880, 131, 1479, 225]
